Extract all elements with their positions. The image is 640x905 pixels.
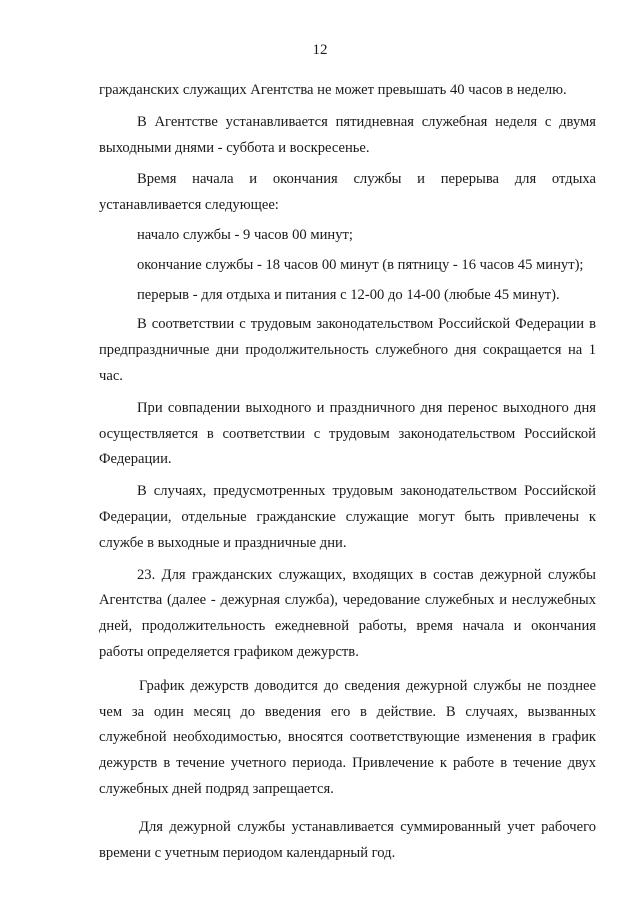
paragraph-working-hours-limit: гражданских служащих Агентства не может превышать 40 часов в неделю. <box>99 82 567 98</box>
paragraph-service-end: окончание службы - 18 часов 00 минут (в пятницу - 16 часов 45 минут); <box>137 256 584 273</box>
page-number: 12 <box>312 42 328 58</box>
paragraph-break: перерыв - для отдыха и питания с 12-00 до 14-00 (любые 45 минут). <box>137 286 560 303</box>
document-body <box>99 78 596 866</box>
paragraph-duty-service: 23. Для гражданских служащих, входящих в состав дежурной службы Агентства (далее - дежурная служба), чередование служебных и неслужебных дней, продолжительность ежедневной работы, время начала и окончания работы определяется графиком дежурств. <box>99 566 596 660</box>
paragraph-duty-schedule: График дежурств доводится до сведения дежурной службы не позднее чем за один месяц до введения его в действие. В случаях, вызванных служебной необходимостью, вносятся соответствующие изменения в график дежурств в течение учетного периода. Привлечение к работе в течение двух служебных дней подряд запрещается. <box>99 677 596 797</box>
paragraph-summarized-accounting: Для дежурной службы устанавливается суммированный учет рабочего времени с учетным периодом календарный год. <box>99 818 596 861</box>
paragraph-weekend-work: В случаях, предусмотренных трудовым законодательством Российской Федерации, отдельные гражданские служащие могут быть привлечены к службе в выходные и праздничные дни. <box>99 483 596 551</box>
paragraph-pre-holiday: В соответствии с трудовым законодательством Российской Федерации в предпраздничные дни продолжительность служебного дня сокращается на 1 час. <box>99 316 596 384</box>
paragraph-schedule-intro: Время начала и окончания службы и перерыва для отдыха устанавливается следующее: <box>99 171 596 214</box>
paragraph-day-off-transfer: При совпадении выходного и праздничного дня перенос выходного дня осуществляется в соответствии с трудовым законодательством Российской Федерации. <box>99 399 596 468</box>
paragraph-five-day-week: В Агентстве устанавливается пятидневная служебная неделя с двумя выходными днями - суббота и воскресенье. <box>99 113 596 156</box>
paragraph-service-start: начало службы - 9 часов 00 минут; <box>137 226 353 243</box>
